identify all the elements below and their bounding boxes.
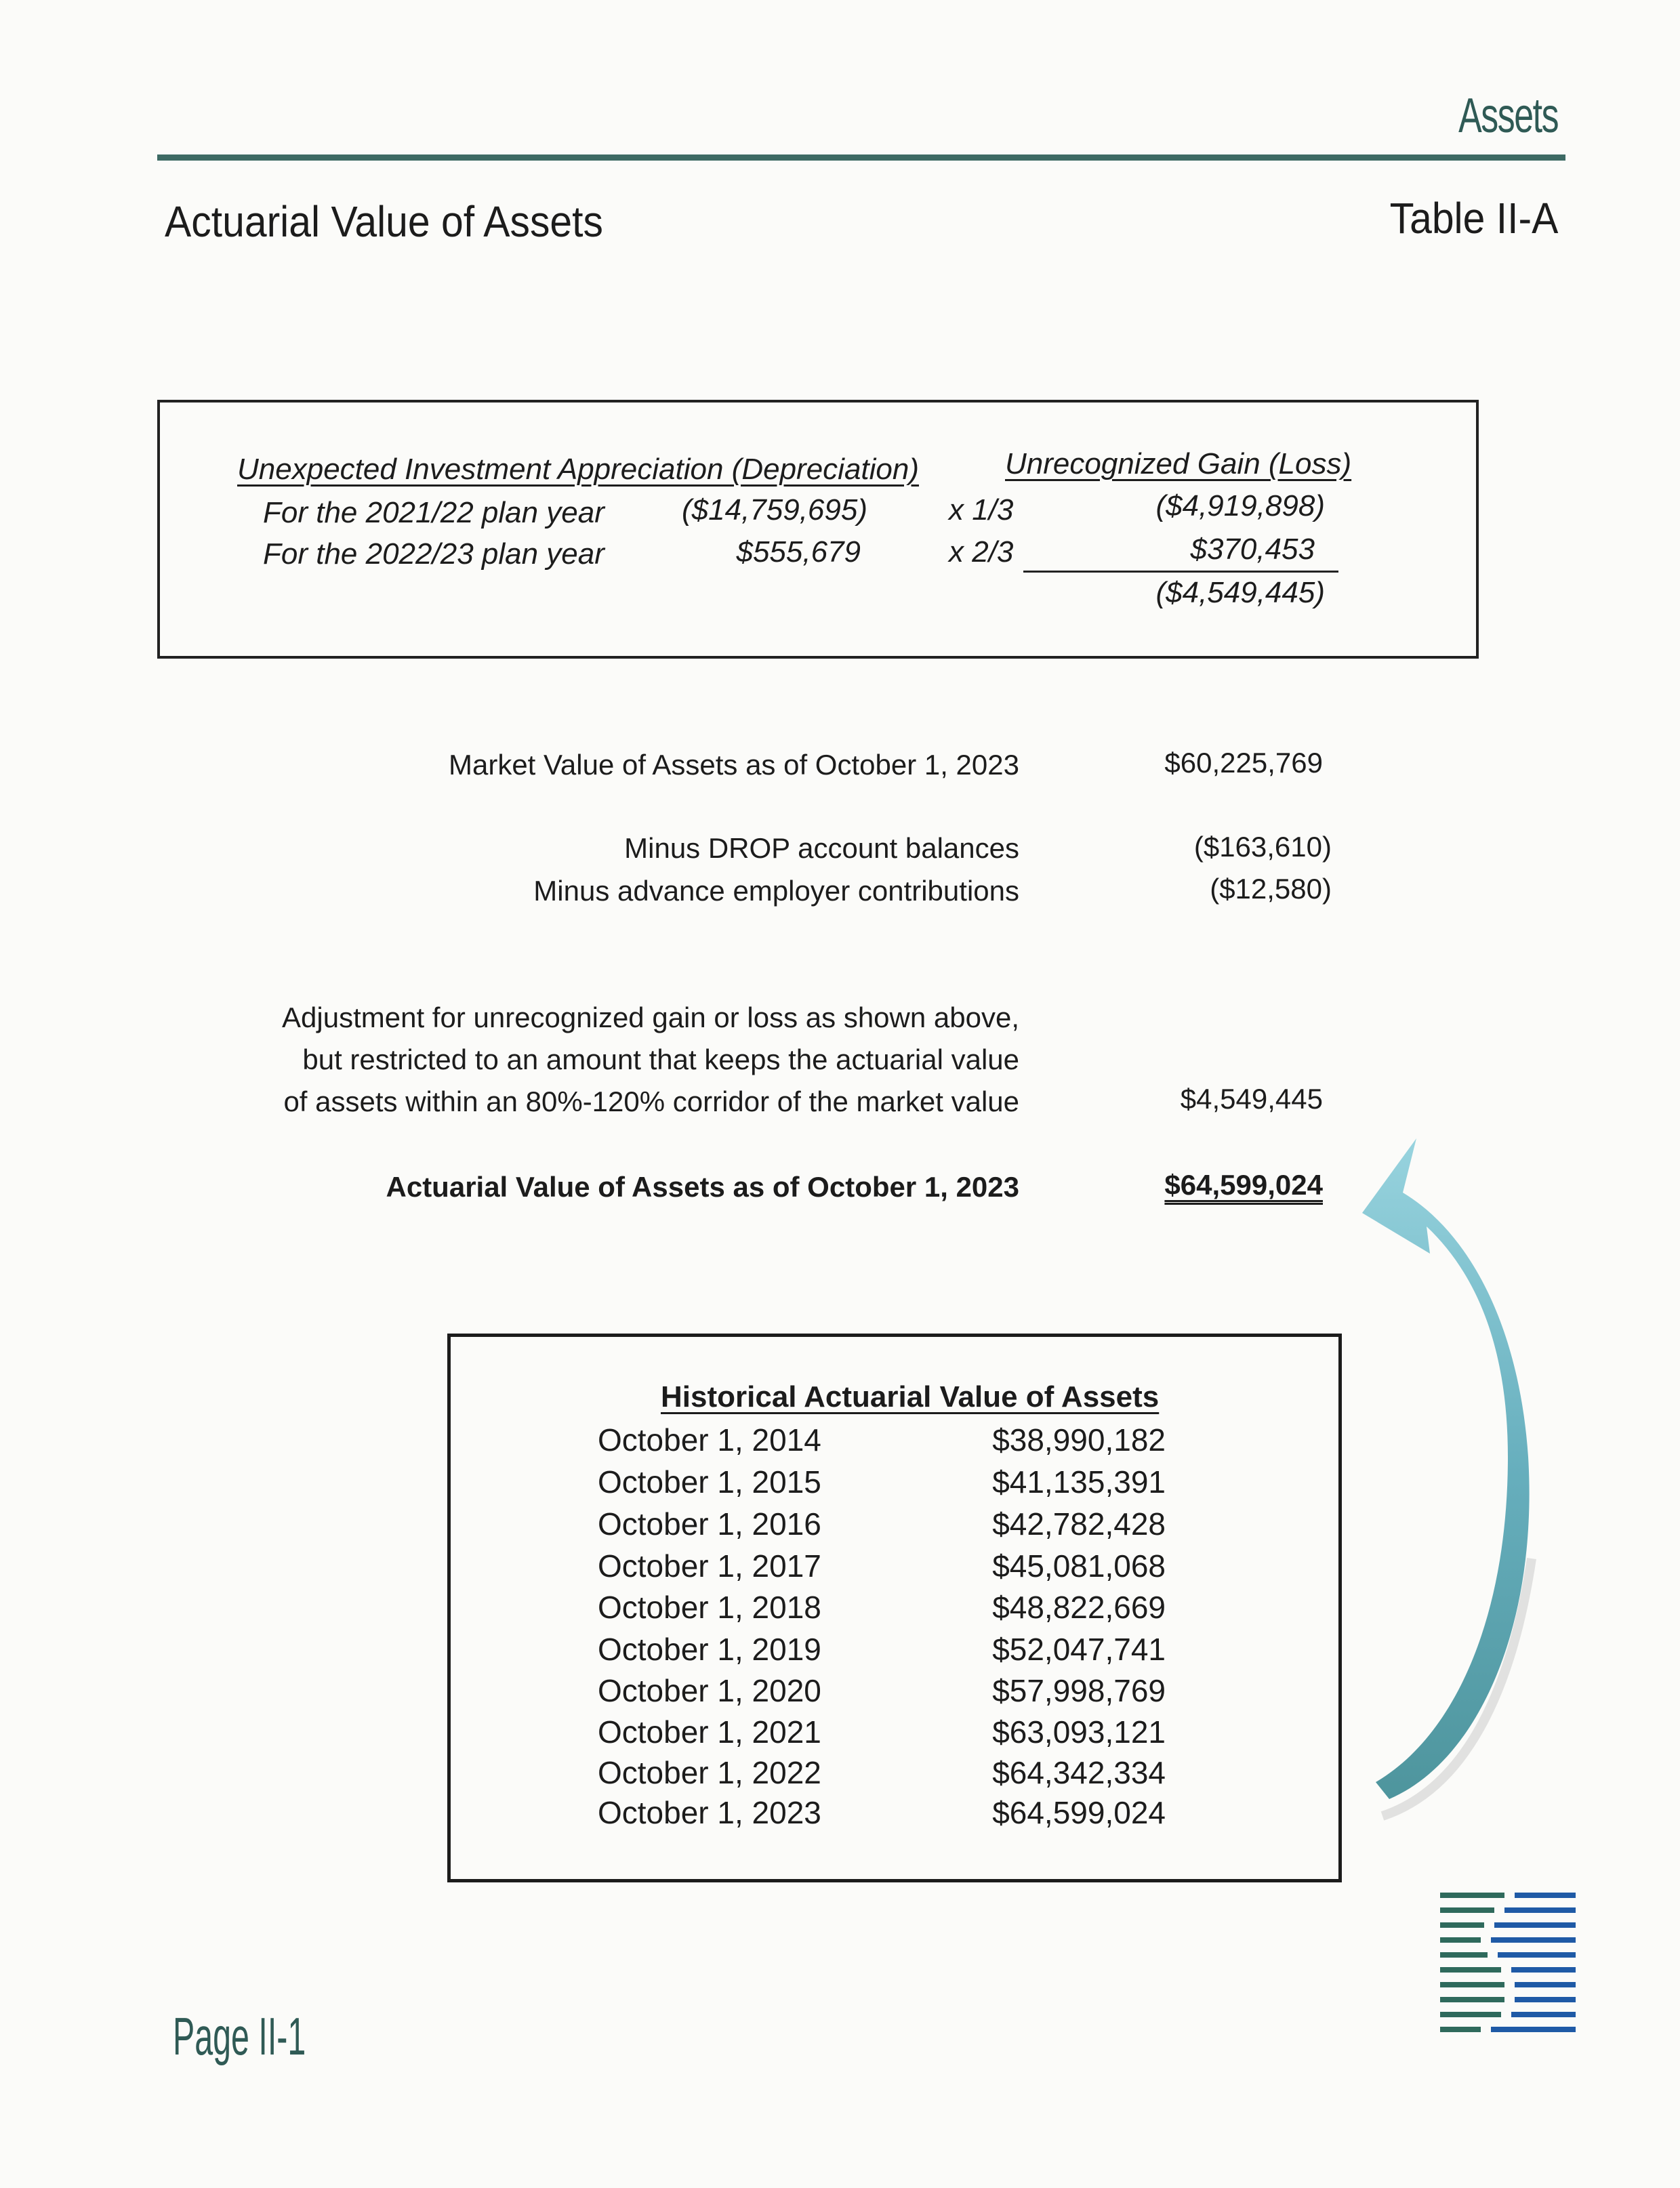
gain-row-recognized: $370,453 — [1190, 533, 1315, 566]
history-value: $64,342,334 — [992, 1755, 1166, 1790]
table-label: Table II-A — [1389, 194, 1558, 243]
history-date: October 1, 2016 — [598, 1506, 821, 1542]
history-date: October 1, 2014 — [598, 1422, 821, 1458]
adjustment-text: but restricted to an amount that keeps the actuarial value — [302, 1044, 1019, 1075]
curved-arrow-icon — [1362, 1138, 1565, 1870]
history-date: October 1, 2015 — [598, 1464, 821, 1500]
history-date: October 1, 2018 — [598, 1590, 821, 1625]
section-tag: Assets — [1458, 89, 1558, 143]
history-date: October 1, 2023 — [598, 1795, 821, 1830]
history-value: $48,822,669 — [992, 1590, 1166, 1625]
gain-row-label: For the 2022/23 plan year — [263, 537, 605, 571]
historical-title: Historical Actuarial Value of Assets — [661, 1380, 1160, 1413]
history-date: October 1, 2022 — [598, 1755, 821, 1790]
advance-contributions-value: ($12,580) — [1210, 873, 1332, 905]
header-rule — [157, 154, 1565, 161]
market-value: $60,225,769 — [1164, 747, 1323, 779]
actuarial-value-label: Actuarial Value of Assets as of October 1, 2023 — [386, 1171, 1019, 1203]
history-value: $57,998,769 — [992, 1673, 1166, 1708]
sum-rule — [1023, 571, 1338, 573]
unrecognized-heading: Unrecognized Gain (Loss) — [1005, 447, 1352, 480]
gain-row-factor: x 1/3 — [949, 493, 1014, 527]
history-date: October 1, 2019 — [598, 1632, 821, 1667]
drop-label: Minus DROP account balances — [624, 832, 1019, 864]
adjustment-text: Adjustment for unrecognized gain or loss as shown above, — [282, 1002, 1019, 1033]
history-date: October 1, 2021 — [598, 1714, 821, 1750]
actuarial-value-total: $64,599,024 — [1164, 1169, 1323, 1201]
history-value: $45,081,068 — [992, 1548, 1166, 1584]
history-date: October 1, 2017 — [598, 1548, 821, 1584]
gain-row-amount: ($14,759,695) — [682, 493, 867, 527]
gain-row-amount: $555,679 — [736, 535, 861, 569]
gain-row-factor: x 2/3 — [949, 535, 1014, 569]
history-date: October 1, 2020 — [598, 1673, 821, 1708]
history-value: $42,782,428 — [992, 1506, 1166, 1542]
market-value-label: Market Value of Assets as of October 1, 2023 — [448, 749, 1019, 781]
history-value: $52,047,741 — [992, 1632, 1166, 1667]
drop-value: ($163,610) — [1193, 831, 1332, 863]
company-logo — [1440, 1887, 1576, 2050]
adjustment-value: $4,549,445 — [1180, 1083, 1323, 1115]
page-title: Actuarial Value of Assets — [165, 197, 603, 246]
gain-total: ($4,549,445) — [1155, 576, 1325, 609]
history-value: $63,093,121 — [992, 1714, 1166, 1750]
history-value: $64,599,024 — [992, 1795, 1166, 1830]
advance-contributions-label: Minus advance employer contributions — [533, 875, 1019, 907]
gain-row-recognized: ($4,919,898) — [1155, 489, 1325, 522]
appreciation-heading: Unexpected Investment Appreciation (Depreciation) — [237, 453, 920, 486]
page-number: Page II-1 — [173, 2006, 306, 2066]
history-value: $41,135,391 — [992, 1464, 1166, 1500]
gain-row-label: For the 2021/22 plan year — [263, 496, 605, 529]
history-value: $38,990,182 — [992, 1422, 1166, 1458]
historical-box — [447, 1334, 1342, 1882]
adjustment-text: of assets within an 80%-120% corridor of the market value — [283, 1086, 1019, 1117]
